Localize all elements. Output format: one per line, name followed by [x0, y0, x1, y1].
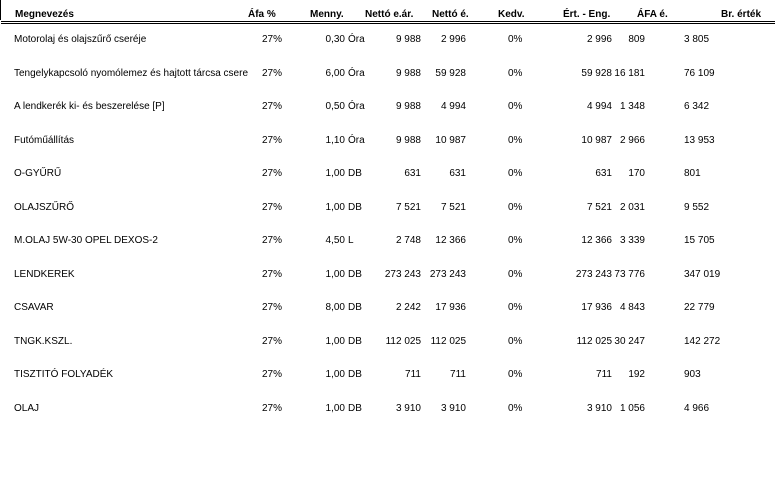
row-name: OLAJ — [14, 403, 40, 414]
table-row — [0, 168, 775, 202]
row-net: 17 936 — [435, 302, 466, 313]
row-net: 12 366 — [435, 235, 466, 246]
row-vat-value: 16 181 — [614, 68, 645, 79]
row-name: OLAJSZŰRŐ — [14, 202, 75, 213]
row-qty-value: 0,50 — [325, 101, 345, 112]
row-qty-unit: DB — [348, 202, 362, 213]
row-value-after-discount: 711 — [596, 369, 612, 380]
row-gross: 347 019 — [684, 269, 721, 280]
row-net: 4 994 — [440, 101, 466, 112]
row-qty — [311, 336, 367, 347]
row-vat-value: 2 031 — [619, 202, 645, 213]
row-gross: 903 — [684, 369, 701, 380]
row-qty — [311, 34, 367, 45]
row-qty — [311, 68, 367, 79]
row-net-unit: 631 — [404, 168, 421, 179]
row-qty — [311, 135, 367, 146]
row-vat-value: 170 — [628, 168, 645, 179]
row-afa: 27% — [262, 336, 283, 347]
header-afa: Áfa % — [248, 9, 276, 20]
row-gross: 3 805 — [684, 34, 710, 45]
row-vat-value: 192 — [628, 369, 645, 380]
row-qty-value: 1,00 — [325, 336, 345, 347]
row-qty-unit: DB — [348, 369, 362, 380]
row-gross: 15 705 — [684, 235, 715, 246]
row-discount: 0% — [508, 336, 523, 347]
row-qty-value: 0,30 — [325, 34, 345, 45]
row-qty-value: 4,50 — [325, 235, 345, 246]
row-qty-unit: Óra — [348, 135, 365, 146]
row-name: TISZTITÓ FOLYADÉK — [14, 369, 114, 380]
row-value-after-discount: 273 243 — [575, 269, 612, 280]
row-net: 2 996 — [440, 34, 466, 45]
row-gross: 76 109 — [684, 68, 715, 79]
row-net-unit: 2 748 — [395, 235, 421, 246]
row-gross: 22 779 — [684, 302, 715, 313]
table-row — [0, 269, 775, 303]
row-net-unit: 3 910 — [395, 403, 421, 414]
row-discount: 0% — [508, 68, 523, 79]
row-gross: 4 966 — [684, 403, 710, 414]
row-value-after-discount: 2 996 — [586, 34, 612, 45]
row-discount: 0% — [508, 168, 523, 179]
row-name: Futóműállítás — [14, 135, 75, 146]
row-gross: 9 552 — [684, 202, 710, 213]
row-net-unit: 711 — [405, 369, 421, 380]
table-row — [0, 369, 775, 403]
row-name: Tengelykapcsoló nyomólemez és hajtott tárcsa csere — [14, 68, 249, 79]
header-net: Nettó é. — [432, 9, 469, 20]
row-discount: 0% — [508, 235, 523, 246]
row-qty-value: 8,00 — [325, 302, 345, 313]
row-net-unit: 9 988 — [395, 34, 421, 45]
row-value-after-discount: 112 025 — [576, 336, 612, 347]
row-discount: 0% — [508, 302, 523, 313]
table-row — [0, 34, 775, 68]
row-value-after-discount: 7 521 — [586, 202, 612, 213]
row-value-after-discount: 12 366 — [581, 235, 612, 246]
row-vat-value: 30 247 — [614, 336, 645, 347]
row-discount: 0% — [508, 135, 523, 146]
row-afa: 27% — [262, 202, 283, 213]
header-divider-top — [1, 21, 775, 22]
row-vat-value: 4 843 — [619, 302, 645, 313]
row-qty-unit: DB — [348, 403, 362, 414]
row-afa: 27% — [262, 68, 283, 79]
row-net: 273 243 — [429, 269, 466, 280]
table-header — [0, 6, 775, 20]
header-value-after-discount: Ért. - Eng. — [563, 9, 611, 20]
row-vat-value: 2 966 — [619, 135, 645, 146]
row-name: M.OLAJ 5W-30 OPEL DEXOS-2 — [14, 235, 158, 246]
row-qty — [311, 202, 367, 213]
row-value-after-discount: 17 936 — [581, 302, 612, 313]
row-afa: 27% — [262, 101, 283, 112]
row-net: 112 025 — [430, 336, 466, 347]
row-qty-value: 1,00 — [325, 168, 345, 179]
table-row — [0, 202, 775, 236]
row-qty — [311, 302, 367, 313]
row-net-unit: 273 243 — [384, 269, 421, 280]
row-gross: 6 342 — [684, 101, 710, 112]
row-qty — [311, 269, 367, 280]
row-value-after-discount: 10 987 — [581, 135, 612, 146]
row-discount: 0% — [508, 369, 523, 380]
row-qty-value: 1,00 — [325, 202, 345, 213]
row-name: TNGK.KSZL. — [14, 336, 73, 347]
row-afa: 27% — [262, 269, 283, 280]
table-row — [0, 403, 775, 437]
row-gross: 801 — [684, 168, 701, 179]
row-qty-unit: DB — [348, 336, 362, 347]
header-vat-value: ÁFA é. — [637, 9, 668, 20]
row-net: 711 — [450, 369, 466, 380]
row-afa: 27% — [262, 34, 283, 45]
row-value-after-discount: 3 910 — [586, 403, 612, 414]
header-discount: Kedv. — [498, 9, 525, 20]
row-afa: 27% — [262, 369, 283, 380]
header-name: Megnevezés — [15, 9, 74, 20]
row-qty — [311, 168, 367, 179]
table-row — [0, 336, 775, 370]
row-vat-value: 809 — [628, 34, 645, 45]
row-vat-value: 1 348 — [619, 101, 645, 112]
row-value-after-discount: 631 — [595, 168, 612, 179]
row-discount: 0% — [508, 403, 523, 414]
row-qty-value: 1,00 — [325, 269, 345, 280]
row-qty-unit: DB — [348, 269, 362, 280]
row-name: Motorolaj és olajszűrő cseréje — [14, 34, 147, 45]
row-net-unit: 9 988 — [395, 135, 421, 146]
table-row — [0, 68, 775, 102]
row-net: 7 521 — [440, 202, 466, 213]
row-name: O-GYŰRŰ — [14, 168, 62, 179]
row-discount: 0% — [508, 34, 523, 45]
row-afa: 27% — [262, 235, 283, 246]
row-afa: 27% — [262, 403, 283, 414]
row-value-after-discount: 4 994 — [586, 101, 612, 112]
row-discount: 0% — [508, 202, 523, 213]
row-qty-unit: DB — [348, 168, 362, 179]
row-gross: 142 272 — [684, 336, 721, 347]
row-afa: 27% — [262, 168, 283, 179]
row-value-after-discount: 59 928 — [581, 68, 612, 79]
row-qty — [311, 101, 367, 112]
row-qty-value: 1,10 — [325, 135, 345, 146]
row-qty — [311, 235, 367, 246]
table-row — [0, 101, 775, 135]
row-qty-value: 1,00 — [325, 369, 345, 380]
row-name: CSAVAR — [14, 302, 54, 313]
row-net-unit: 2 242 — [395, 302, 421, 313]
table-row — [0, 135, 775, 169]
row-net: 3 910 — [440, 403, 466, 414]
row-net: 10 987 — [435, 135, 466, 146]
row-name: LENDKEREK — [14, 269, 75, 280]
row-afa: 27% — [262, 302, 283, 313]
row-afa: 27% — [262, 135, 283, 146]
row-qty — [311, 369, 367, 380]
header-gross: Br. érték — [721, 9, 762, 20]
row-qty-value: 1,00 — [325, 403, 345, 414]
header-net-unit: Nettó e.ár. — [365, 9, 414, 20]
row-qty — [311, 403, 367, 414]
row-qty-value: 6,00 — [325, 68, 345, 79]
row-qty-unit: DB — [348, 302, 362, 313]
row-discount: 0% — [508, 269, 523, 280]
row-net-unit: 7 521 — [395, 202, 421, 213]
row-vat-value: 73 776 — [614, 269, 645, 280]
table-row — [0, 235, 775, 269]
row-qty-unit: Óra — [348, 68, 365, 79]
row-qty-unit: Óra — [348, 34, 365, 45]
row-net-unit: 9 988 — [395, 68, 421, 79]
row-qty-unit: L — [348, 235, 354, 246]
row-vat-value: 1 056 — [619, 403, 645, 414]
table-row — [0, 302, 775, 336]
row-net-unit: 112 025 — [385, 336, 421, 347]
row-discount: 0% — [508, 101, 523, 112]
row-name: A lendkerék ki- és beszerelése [P] — [14, 101, 165, 112]
row-net: 59 928 — [435, 68, 466, 79]
row-qty-unit: Óra — [348, 101, 365, 112]
row-vat-value: 3 339 — [619, 235, 645, 246]
row-net: 631 — [449, 168, 466, 179]
header-qty: Menny. — [310, 9, 344, 20]
row-gross: 13 953 — [684, 135, 715, 146]
row-net-unit: 9 988 — [395, 101, 421, 112]
header-divider-bottom — [1, 23, 775, 24]
